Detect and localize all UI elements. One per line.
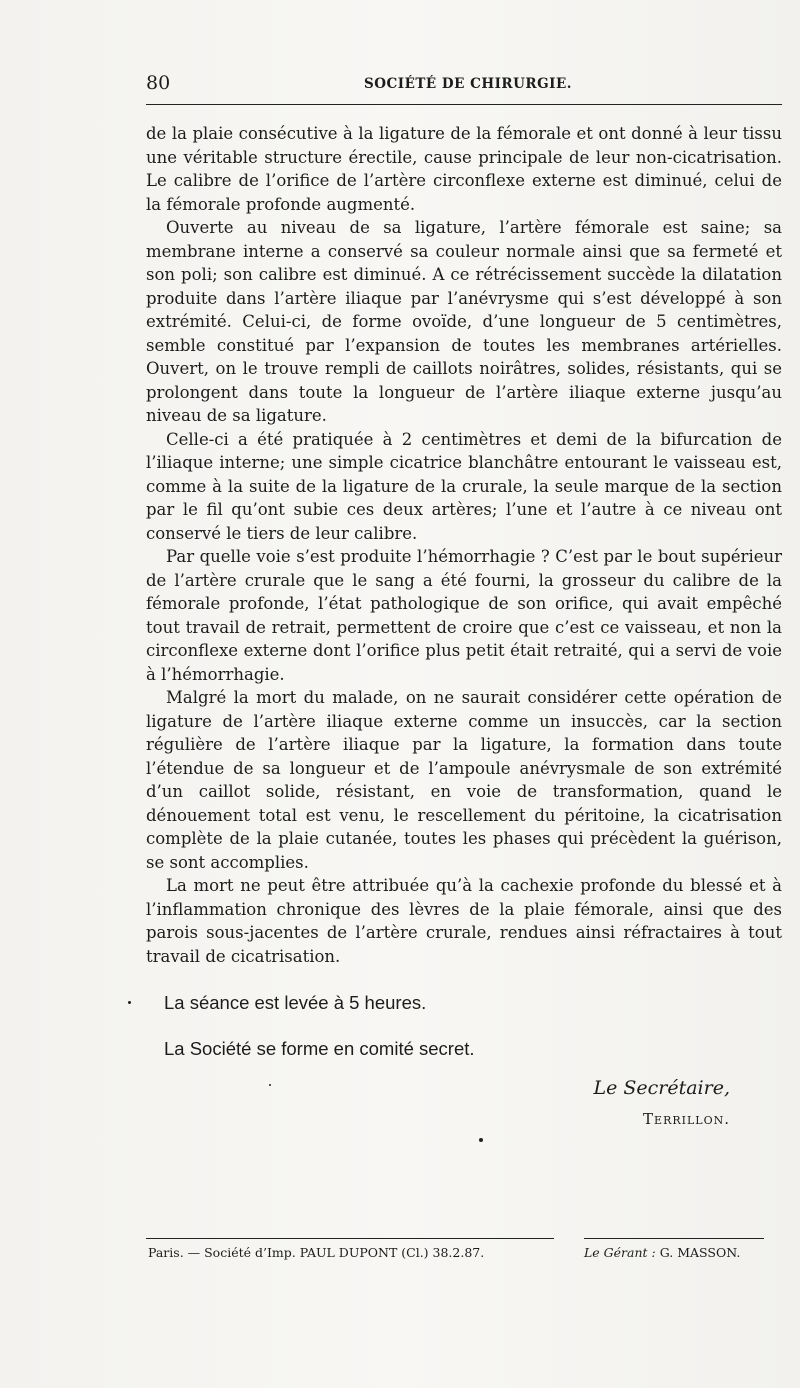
- signature-name: Terrillon.: [643, 1110, 730, 1128]
- committee-note: La Société se forme en comité secret.: [164, 1038, 475, 1059]
- paragraph: Ouverte au niveau de sa ligature, l’artère fémorale est saine; sa membrane interne a conservé sa couleur normale ainsi que sa fermeté et son poli; son calibre est diminué. A ce rétrécissement succède la dilatation produite dans l’artère iliaque par l’anévrysme qui s’est développé à son extrémité. Celui-ci, de forme ovoïde, d’une longueur de 5 centimètres, semble constitué par l’expansion de toutes les membranes artérielles. Ouvert, on le trouve rempli de caillots noirâtres, solides, résistants, qui se prolongent dans toute la longueur de l’artère iliaque externe jusqu’au niveau de sa ligature.: [146, 218, 782, 425]
- signature-block: [593, 1076, 730, 1128]
- page-header: [146, 72, 782, 100]
- printer-imprint: Paris. — Société d’Imp. PAUL DUPONT (Cl.) 38.2.87.: [148, 1245, 485, 1260]
- manager-imprint: [584, 1245, 740, 1260]
- paragraph: Par quelle voie s’est produite l’hémorrhagie ? C’est par le bout supérieur de l’artère crurale que le sang a été fourni, la grosseur du calibre de la fémorale profonde, l’état pathologique de son orifice, qui avait empêché tout travail de retrait, permettent de croire que c’est ce vaisseau, et non la circonflexe externe dont l’orifice plus petit était retraité, qui a servi de voie à l’hémorrhagie.: [146, 547, 782, 684]
- paragraph: de la plaie consécutive à la ligature de la fémorale et ont donné à leur tissu une véritable structure érectile, cause principale de leur non-cicatrisation. Le calibre de l’orifice de l’artère circonflexe externe est diminué, celui de la fémorale profonde augmenté.: [146, 124, 782, 214]
- signature-role: Le Secrétaire,: [593, 1077, 730, 1099]
- paragraph: Celle-ci a été pratiquée à 2 centimètres et demi de la bifurcation de l’iliaque interne; une simple cicatrice blanchâtre entourant le vaisseau est, comme à la suite de la ligature de la crurale, la seule marque de la section par le fil qu’ont subie ces deux artères; l’une et l’autre à ce niveau ont conservé le tiers de leur calibre.: [146, 429, 782, 543]
- ink-speck: [269, 1084, 271, 1086]
- ink-speck: [479, 1138, 483, 1142]
- page-number: 80: [146, 72, 171, 94]
- paragraph: Malgré la mort du malade, on ne saurait considérer cette opération de ligature de l’artère iliaque externe comme un insuccès, car la section régulière de l’artère iliaque par la ligature, la formation dans toute l’étendue de sa longueur et de l’ampoule anévrysmale de son extrémité d’un caillot solide, résistant, en voie de transformation, quand le dénouement total est venu, le rescellement du péritoine, la cicatrisation complète de la plaie cutanée, toutes les phases qui précèdent la guérison, se sont accomplies.: [146, 688, 782, 872]
- manager-label: Le Gérant :: [584, 1245, 656, 1260]
- header-rule: [146, 104, 782, 105]
- imprint-rule-left: [146, 1238, 554, 1239]
- body-text: [146, 122, 782, 968]
- running-title: SOCIÉTÉ DE CHIRURGIE.: [364, 76, 572, 92]
- paragraph: La mort ne peut être attribuée qu’à la cachexie profonde du blessé et à l’inflammation chronique des lèvres de la plaie fémorale, ainsi que des parois sous-jacentes de l’artère crurale, rendues ainsi réfractaires à tout travail de cicatrisation.: [146, 876, 782, 966]
- manager-name: G. MASSON.: [659, 1245, 741, 1260]
- ink-speck: [128, 1001, 131, 1004]
- imprint-rule-right: [584, 1238, 764, 1239]
- session-closing: La séance est levée à 5 heures.: [164, 992, 427, 1013]
